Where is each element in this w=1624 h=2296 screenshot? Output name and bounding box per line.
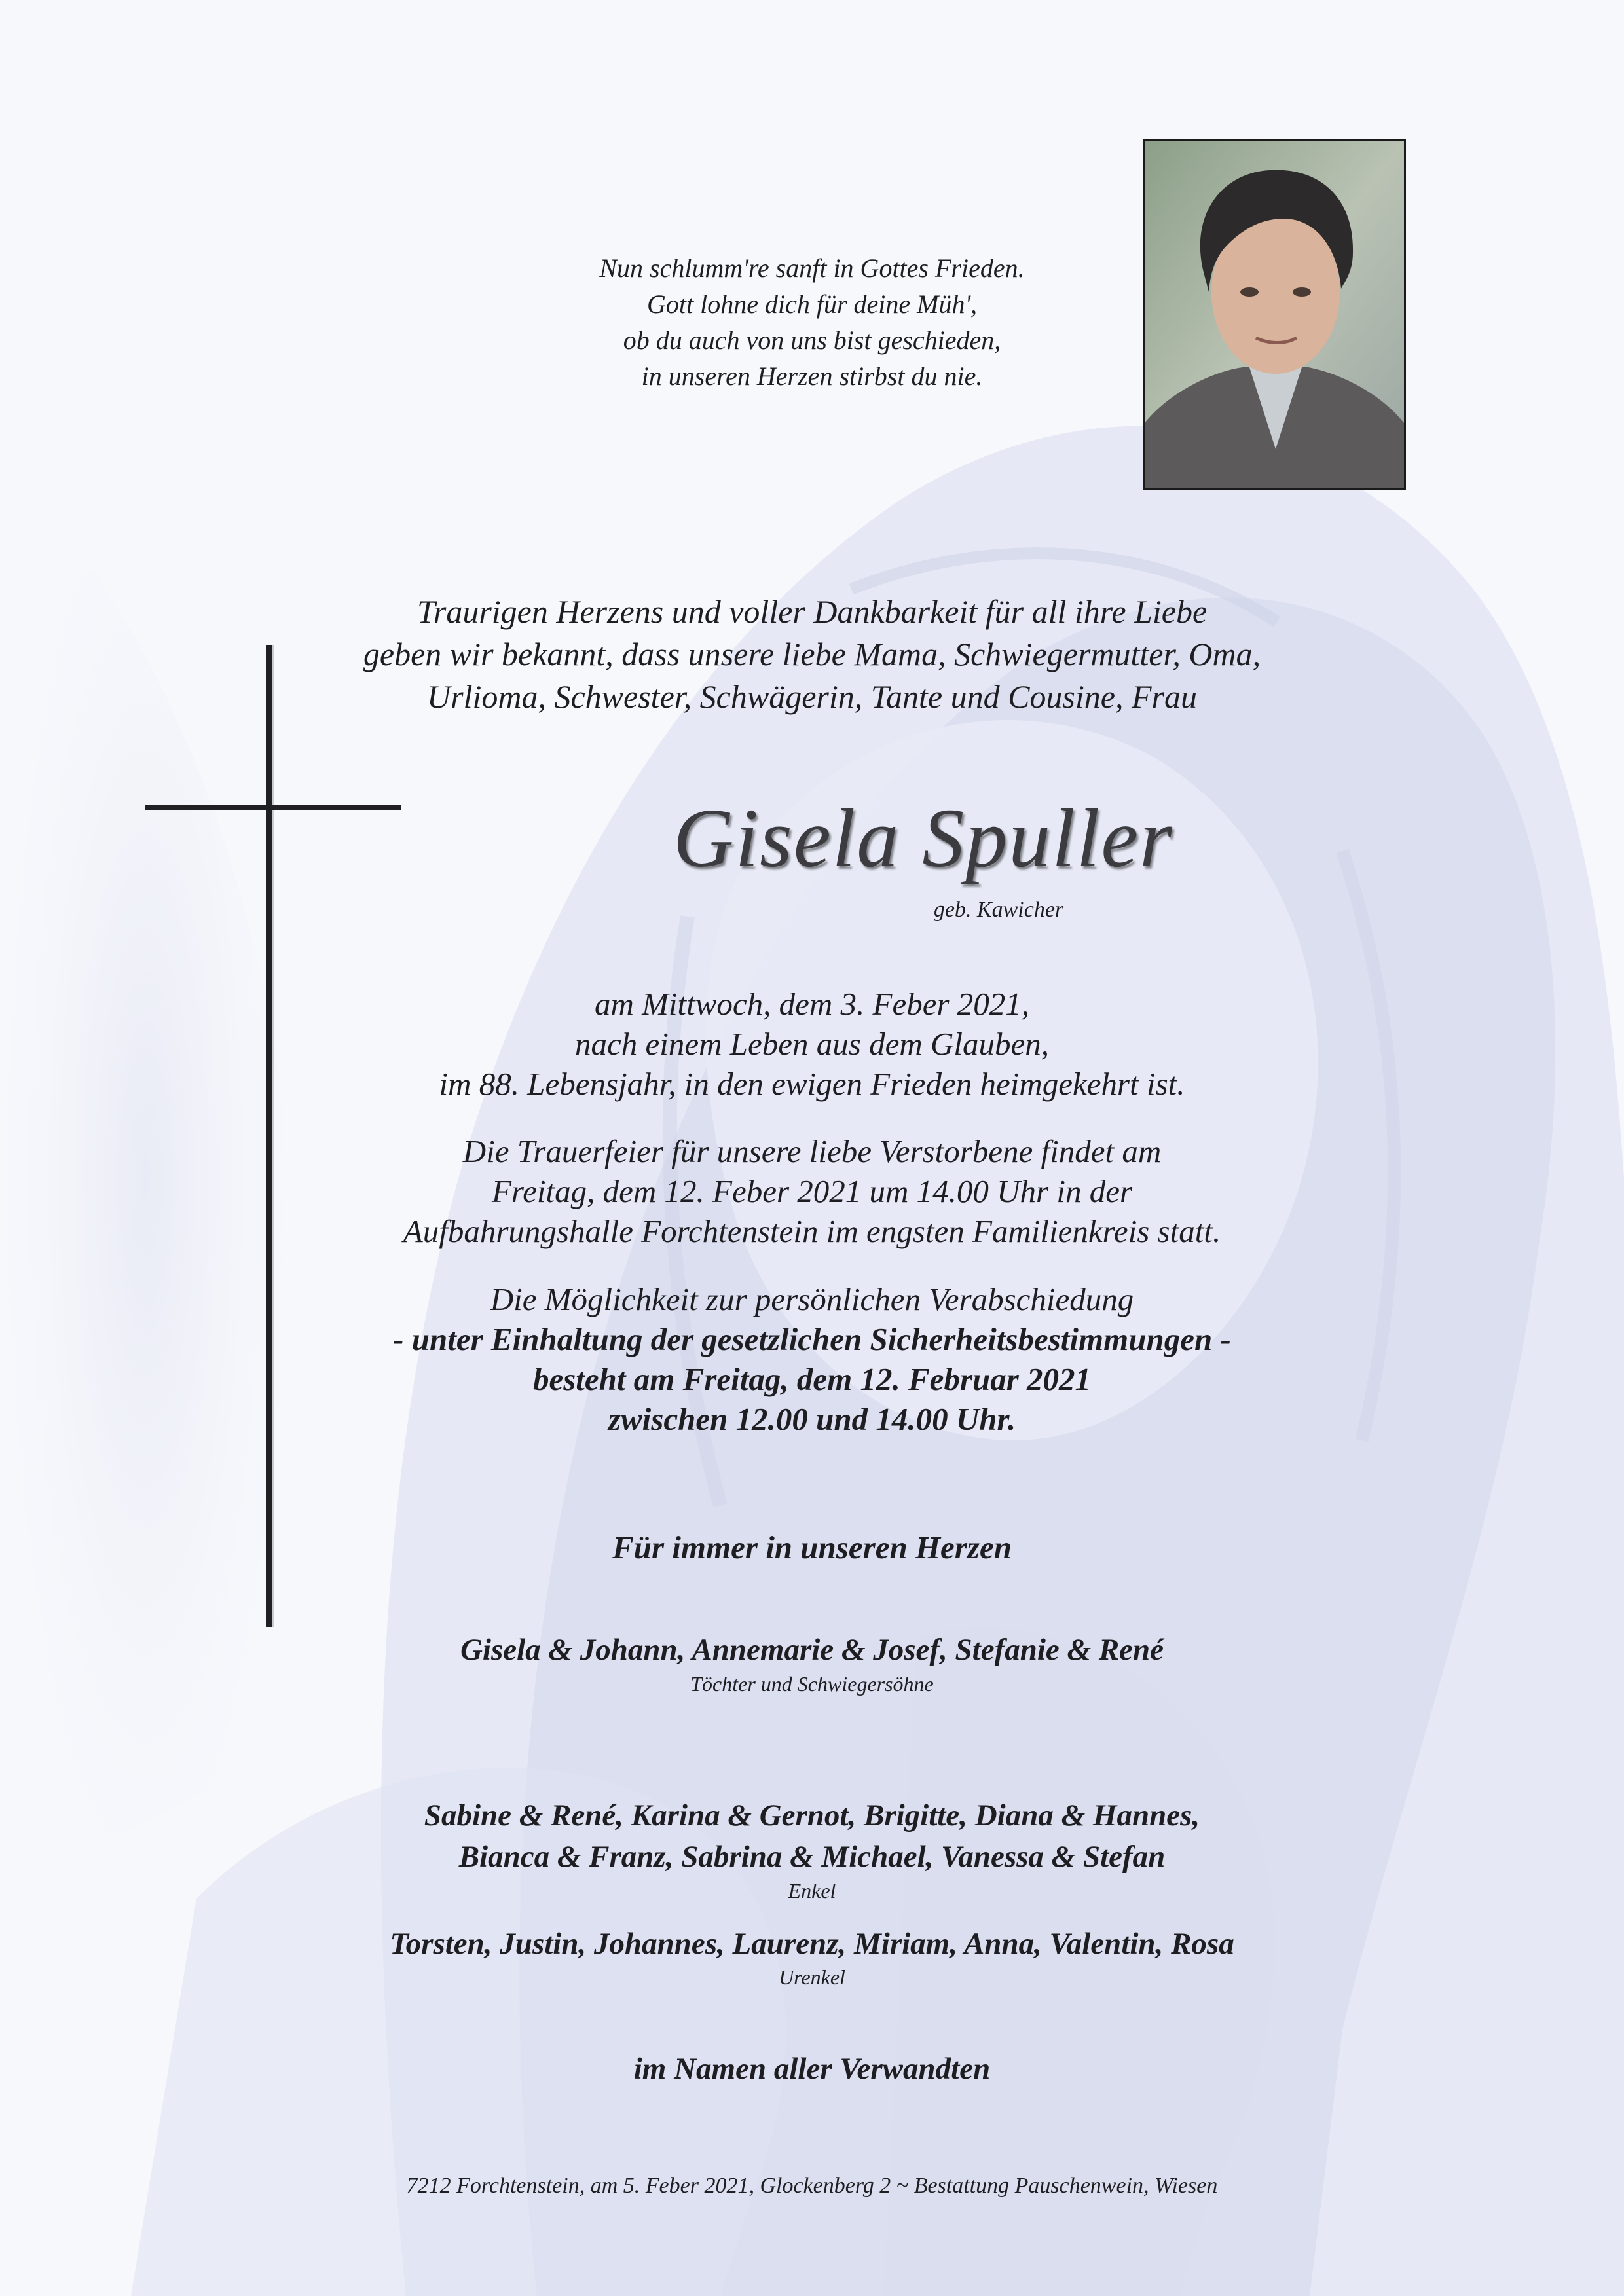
death-line-2: nach einem Leben aus dem Glauben,: [575, 1026, 1049, 1062]
portrait-photo: [1143, 139, 1406, 490]
deceased-name: Gisela Spuller: [673, 792, 1173, 884]
farewell-intro: Die Möglichkeit zur persönlichen Verabschiedung: [490, 1281, 1134, 1317]
footer-address: 7212 Forchtenstein, am 5. Feber 2021, Glockenberg 2 ~ Bestattung Pauschenwein, Wiesen: [406, 2174, 1218, 2198]
intro-line-1: Traurigen Herzens und voller Dankbarkeit für all ihre Liebe: [416, 593, 1208, 630]
grandchildren-label: Enkel: [788, 1879, 836, 1903]
closing-line: im Namen aller Verwandten: [633, 2052, 991, 2086]
children-names: Gisela & Johann, Annemarie & Josef, Stefanie & René: [460, 1633, 1164, 1667]
funeral-line-1: Die Trauerfeier für unsere liebe Verstorbene findet am: [462, 1133, 1162, 1169]
farewell-line-1: - unter Einhaltung der gesetzlichen Sicherheitsbestimmungen -: [393, 1321, 1231, 1357]
poem-line-2: Gott lohne dich für deine Müh',: [646, 289, 978, 319]
poem-line-1: Nun schlumm're sanft in Gottes Frieden.: [599, 253, 1025, 283]
great-grandchildren-names: Torsten, Justin, Johannes, Laurenz, Miriam, Anna, Valentin, Rosa: [390, 1927, 1234, 1961]
grandchildren-line-2: Bianca & Franz, Sabrina & Michael, Vanessa & Stefan: [458, 1840, 1166, 1874]
poem-line-4: in unseren Herzen stirbst du nie.: [641, 361, 983, 391]
intro-line-2: geben wir bekannt, dass unsere liebe Mama, Schwiegermutter, Oma,: [363, 636, 1261, 672]
grandchildren-line-1: Sabine & René, Karina & Gernot, Brigitte, Diana & Hannes,: [424, 1798, 1200, 1832]
portrait-image: [1145, 141, 1404, 488]
farewell-line-3: zwischen 12.00 und 14.00 Uhr.: [608, 1401, 1016, 1437]
children-label: Töchter und Schwiegersöhne: [690, 1672, 934, 1696]
death-line-3: im 88. Lebensjahr, in den ewigen Frieden heimgekehrt ist.: [439, 1066, 1185, 1102]
great-grandchildren-label: Urenkel: [779, 1965, 845, 1989]
intro-line-3: Urlioma, Schwester, Schwägerin, Tante und Cousine, Frau: [427, 678, 1197, 715]
death-line-1: am Mittwoch, dem 3. Feber 2021,: [594, 986, 1030, 1022]
farewell-line-2: besteht am Freitag, dem 12. Februar 2021: [532, 1361, 1092, 1397]
funeral-line-2: Freitag, dem 12. Feber 2021 um 14.00 Uhr in der: [491, 1173, 1133, 1209]
motto: Für immer in unseren Herzen: [612, 1529, 1012, 1565]
birth-name: geb. Kawicher: [933, 898, 1064, 922]
funeral-line-3: Aufbahrungshalle Forchtenstein im engsten Familienkreis statt.: [403, 1213, 1221, 1249]
poem-line-3: ob du auch von uns bist geschieden,: [623, 325, 1001, 355]
